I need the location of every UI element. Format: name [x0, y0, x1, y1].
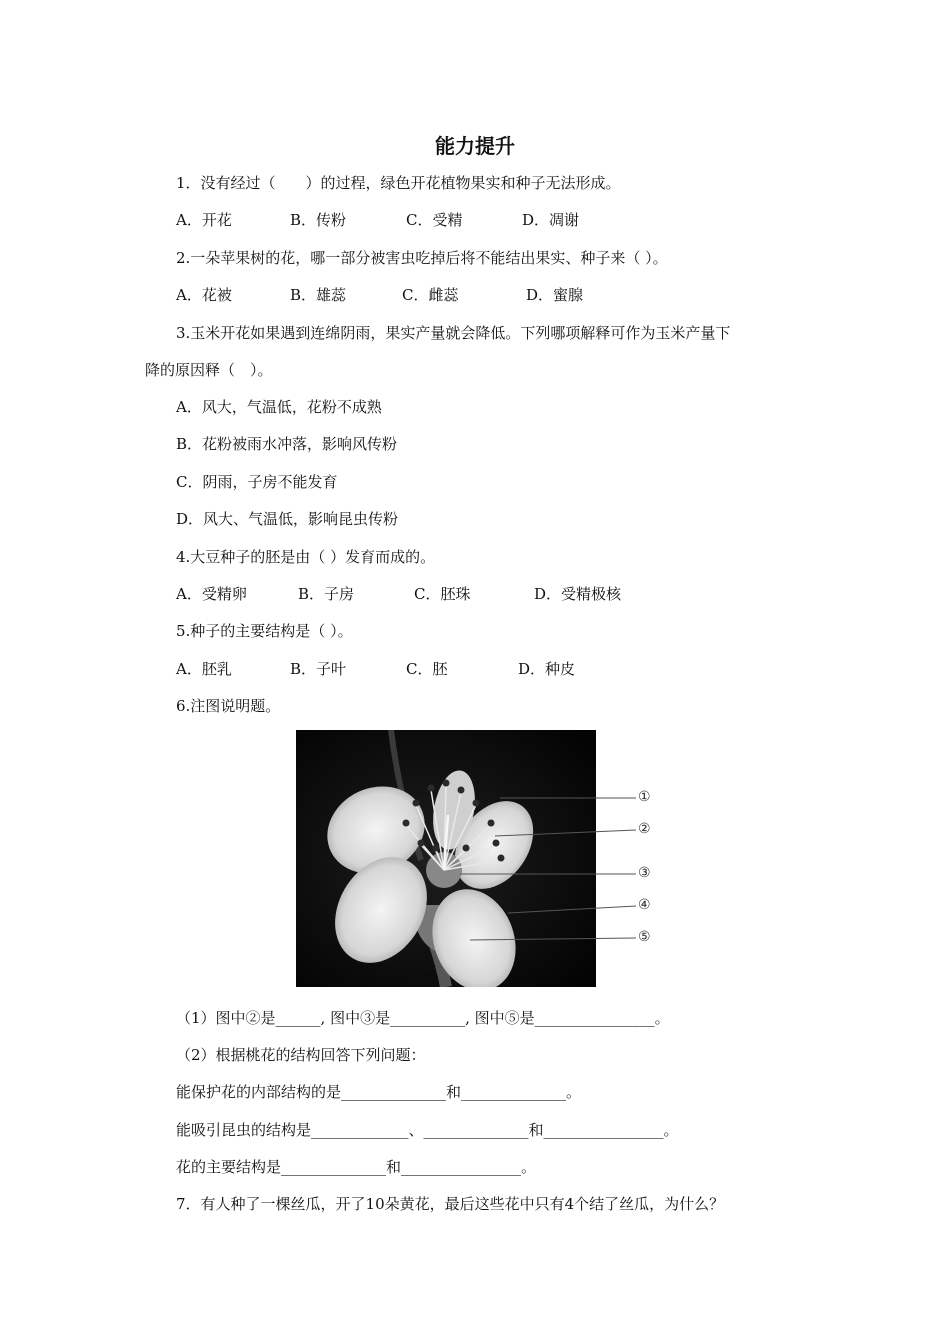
q2-option-d: D．蜜腺	[526, 286, 584, 304]
label-3: ③	[638, 865, 651, 881]
q5-stem: 5.种子的主要结构是（ ）。	[176, 622, 353, 640]
q3-option-b: B．花粉被雨水冲落，影响风传粉	[176, 435, 398, 453]
q6-stem: 6.注图说明题。	[176, 697, 281, 715]
q3-stem-line1: 3.玉米开花如果遇到连绵阴雨，果实产量就会降低。下列哪项解释可作为玉米产量下	[176, 324, 731, 342]
q6-line-b: 能吸引昆虫的结构是_____________、______________和________________。	[176, 1121, 679, 1139]
label-2: ②	[638, 821, 651, 837]
q5-option-a: A．胚乳	[176, 660, 232, 678]
page-title: 能力提升	[435, 134, 515, 158]
q5-option-d: D．种皮	[518, 660, 576, 678]
q4-option-b: B．子房	[298, 585, 355, 603]
q6-sub2: （2）根据桃花的结构回答下列问题：	[176, 1046, 426, 1064]
q5-option-c: C．胚	[406, 660, 448, 678]
q3-option-a: A．风大，气温低，花粉不成熟	[176, 398, 382, 416]
q4-option-a: A．受精卵	[176, 585, 247, 603]
q6-line-c: 花的主要结构是______________和________________。	[176, 1158, 537, 1176]
label-1: ①	[638, 789, 651, 805]
q2-option-a: A．花被	[176, 286, 232, 304]
q6-sub1: （1）图中②是______, 图中③是__________, 图中⑤是________________。	[176, 1009, 670, 1027]
label-4: ④	[638, 897, 651, 913]
q1-option-c: C．受精	[406, 211, 463, 229]
q2-option-c: C．雌蕊	[402, 286, 459, 304]
q4-option-d: D．受精极核	[534, 585, 622, 603]
q2-stem: 2.一朵苹果树的花，哪一部分被害虫吃掉后将不能结出果实、种子来（ ）。	[176, 249, 668, 267]
q1-option-d: D．凋谢	[522, 211, 580, 229]
q7-stem: 7．有人种了一棵丝瓜，开了10朵黄花，最后这些花中只有4个结了丝瓜，为什么？	[176, 1195, 725, 1213]
q6-line-a: 能保护花的内部结构的是______________和______________。	[176, 1083, 582, 1101]
q3-option-d: D．风大、气温低，影响昆虫传粉	[176, 510, 399, 528]
q3-option-c: C．阴雨，子房不能发育	[176, 473, 338, 491]
q2-option-b: B．雄蕊	[290, 286, 347, 304]
label-5: ⑤	[638, 929, 651, 945]
q1-option-a: A．开花	[176, 211, 232, 229]
q5-option-b: B．子叶	[290, 660, 347, 678]
q4-stem: 4.大豆种子的胚是由（ ）发育而成的。	[176, 548, 436, 566]
callout-lines	[440, 790, 640, 950]
q1-stem: 1．没有经过（ ）的过程，绿色开花植物果实和种子无法形成。	[176, 174, 621, 192]
q3-stem-line2: 降的原因释（ ）。	[145, 361, 273, 379]
q1-option-b: B．传粉	[290, 211, 347, 229]
q4-option-c: C．胚珠	[414, 585, 471, 603]
